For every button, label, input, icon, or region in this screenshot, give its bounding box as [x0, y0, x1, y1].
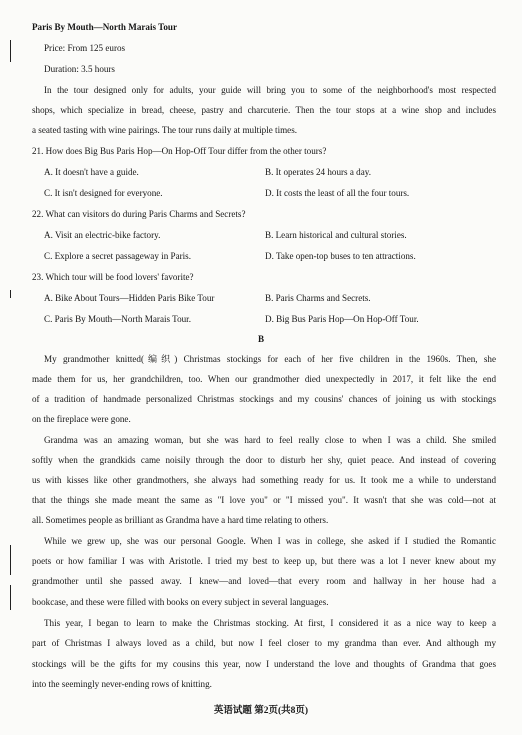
option-d: D. Take open-top buses to ten attractions. — [265, 251, 416, 261]
passage-line: stockings will be the gifts for my cousins this year, now I understand the love and thoughts of Grandma that goes — [32, 659, 496, 669]
binding-mark — [10, 585, 11, 610]
passage-line: that the things she made meant the same as "I love you" or "I missed you". It wasn't that she was cold—not at — [32, 495, 496, 505]
option-a: A. It doesn't have a guide. — [44, 167, 139, 177]
passage-line: on the fireplace were gone. — [32, 414, 131, 424]
option-d: D. It costs the least of all the four tours. — [265, 188, 410, 198]
option-b: B. It operates 24 hours a day. — [265, 167, 371, 177]
passage-line: softly when the grandkids came noisily through the door to disturb her shy, quiet peace. And instead of covering — [32, 455, 496, 465]
tour-desc-line: shops, which specialize in bread, cheese, pastry and charcuterie. Then the tour stops at a wine shop and includes — [32, 105, 496, 115]
binding-mark — [10, 40, 11, 62]
option-a: A. Bike About Tours—Hidden Paris Bike Tour — [44, 293, 215, 303]
passage-line: bookcase, and these were filled with books on every subject in several languages. — [32, 597, 329, 607]
option-c: C. Paris By Mouth—North Marais Tour. — [44, 314, 191, 324]
passage-line: My grandmother knitted(编织) Christmas stockings for each of her five children in the 1960s. Then, she — [44, 354, 496, 364]
passage-line: part of Christmas I always loved as a child, but now I feel closer to my grandma than ever. And although my — [32, 638, 496, 648]
question-stem: 23. Which tour will be food lovers' favorite? — [32, 272, 194, 282]
binding-mark — [10, 545, 11, 575]
passage-line: poets or how familiar I was with Aristotle. I tried my best to keep up, but there was a lot I never knew about my — [32, 556, 496, 566]
passage-line: of a tradition of handmade personalized Christmas stockings and my cousins' chances of joining us with stockings — [32, 394, 496, 404]
passage-line: While we grew up, she was our personal Google. When I was in college, she asked if I studied the Romantic — [44, 536, 496, 546]
tour-desc-line: In the tour designed only for adults, your guide will bring you to some of the neighborhood's most respected — [44, 85, 496, 95]
tour-duration: Duration: 3.5 hours — [44, 64, 115, 74]
passage-line: into the seemingly never-ending rows of knitting. — [32, 679, 212, 689]
passage-line: us with kisses like other grandmothers, she always had something ready for us. It took me a while to understand — [32, 475, 496, 485]
option-b: B. Learn historical and cultural stories. — [265, 230, 407, 240]
option-c: C. It isn't designed for everyone. — [44, 188, 163, 198]
tour-desc-line: a seated tasting with wine pairings. The tour runs daily at multiple times. — [32, 125, 298, 135]
section-heading: B — [257, 334, 265, 344]
passage-line: This year, I began to learn to make the Christmas stocking. At first, I considered it as a nice way to keep a — [44, 618, 496, 628]
passage-line: Grandma was an amazing woman, but she was hard to feel really close to when I was a child. She smiled — [44, 435, 496, 445]
question-stem: 22. What can visitors do during Paris Charms and Secrets? — [32, 209, 246, 219]
option-b: B. Paris Charms and Secrets. — [265, 293, 371, 303]
question-stem: 21. How does Big Bus Paris Hop—On Hop-Off Tour differ from the other tours? — [32, 146, 327, 156]
option-d: D. Big Bus Paris Hop—On Hop-Off Tour. — [265, 314, 419, 324]
option-c: C. Explore a secret passageway in Paris. — [44, 251, 191, 261]
option-a: A. Visit an electric-bike factory. — [44, 230, 161, 240]
tour-title: Paris By Mouth—North Marais Tour — [32, 22, 177, 32]
passage-line: all. Sometimes people as brilliant as Grandma have a hard time relating to others. — [32, 515, 329, 525]
binding-mark — [10, 290, 11, 298]
page-footer: 英语试题 第2页(共8页) — [213, 706, 309, 716]
passage-line: made them for us, her grandchildren, too. When our grandmother died unexpectedly in 2017, it felt like the end — [32, 374, 496, 384]
passage-line: grandmother until she passed away. I knew—and loved—that every room and hallway in her house had a — [32, 576, 496, 586]
tour-price: Price: From 125 euros — [44, 43, 126, 53]
